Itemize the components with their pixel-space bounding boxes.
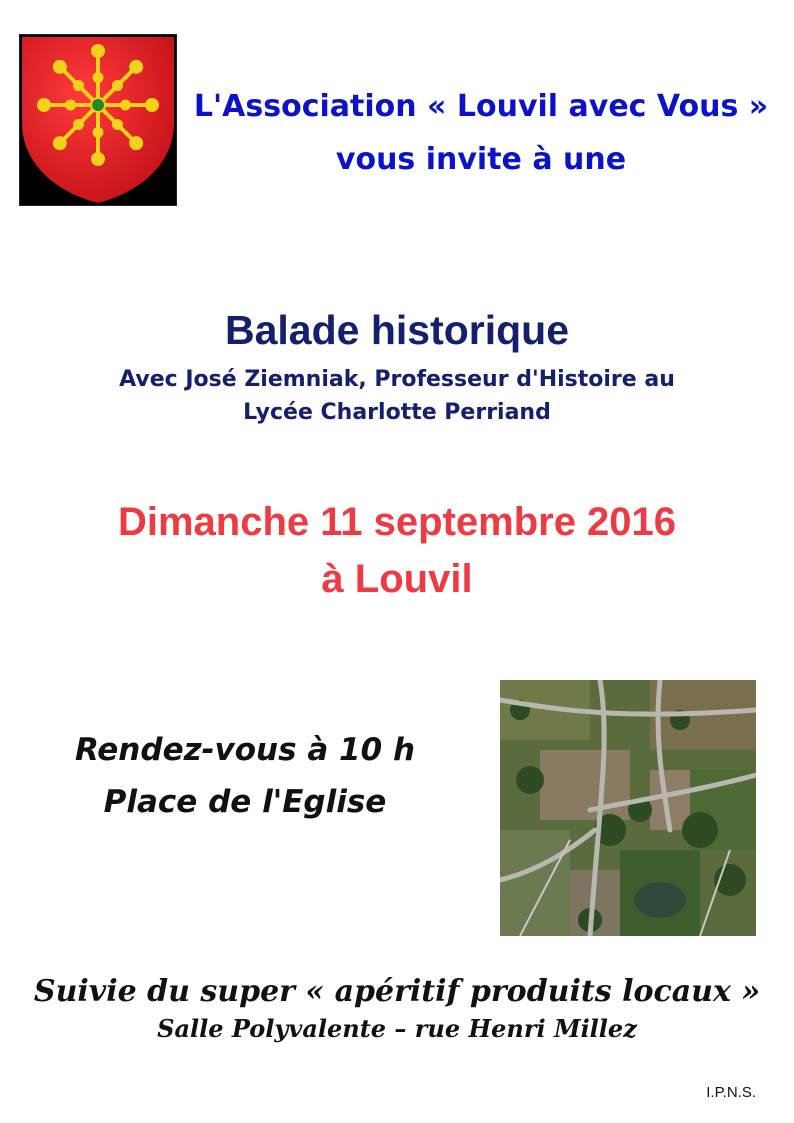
header-line-2: vous invite à une: [335, 142, 627, 177]
aerial-map-icon: [500, 680, 756, 936]
event-subtitle-line-1: Avec José Ziemniak, Professeur d'Histoire au: [119, 367, 675, 392]
crest-shield-icon: [20, 35, 176, 205]
aerial-village-photo: [500, 680, 756, 936]
event-date: Dimanche 11 septembre 2016: [117, 500, 677, 544]
header-line-1: L'Association « Louvil avec Vous »: [193, 89, 769, 124]
footer-aperitif: Suivie du super « apéritif produits locaux »: [33, 974, 761, 1009]
event-subtitle-line-2: Lycée Charlotte Perriand: [243, 400, 551, 425]
footer-venue: Salle Polyvalente – rue Henri Millez: [157, 1014, 637, 1043]
meeting-place: Place de l'Eglise: [103, 784, 387, 820]
event-title: Balade historique: [224, 307, 569, 353]
ipns-mark: I.P.N.S.: [706, 1084, 756, 1101]
meeting-time: Rendez-vous à 10 h: [74, 732, 416, 768]
event-location: à Louvil: [321, 557, 473, 601]
coat-of-arms: [19, 34, 177, 206]
